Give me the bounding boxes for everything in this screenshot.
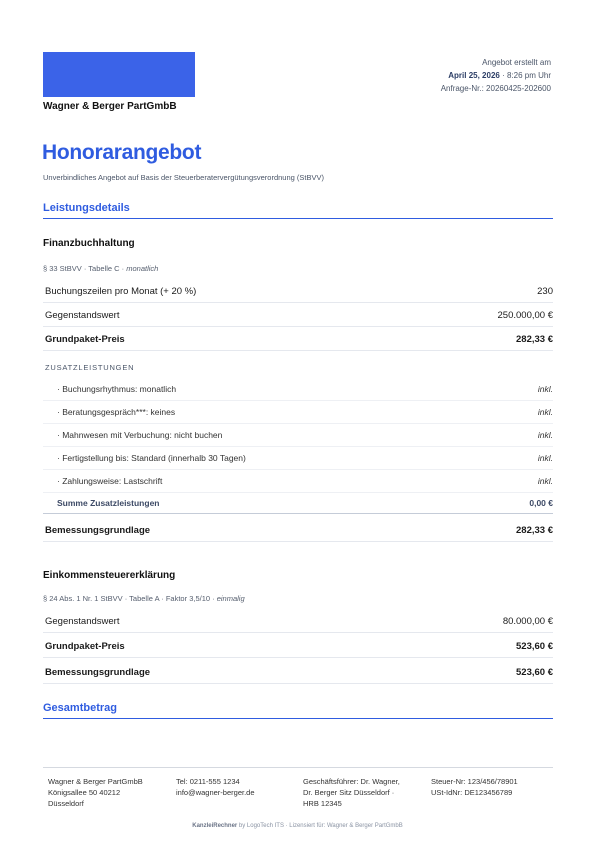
footer-line: info@wagner-berger.de: [176, 788, 255, 797]
footer-line: HRB 12345: [303, 799, 342, 808]
item-value: inkl.: [537, 407, 553, 417]
row-label: Grundpaket-Preis: [45, 641, 125, 652]
footer-col-management: [303, 776, 400, 809]
section-heading-details: Leistungsdetails: [43, 202, 553, 219]
list-item: [43, 378, 553, 401]
sum-value: 0,00 €: [529, 498, 553, 508]
row-label: Bemessungsgrundlage: [45, 525, 151, 536]
footer-line: Wagner & Berger PartGmbB: [48, 777, 143, 786]
group-sub-est-text: § 24 Abs. 1 Nr. 1 StBVV · Tabelle A · Faktor 3,5/10 ·: [43, 594, 217, 603]
footer-line: Geschäftsführer: Dr. Wagner,: [303, 777, 400, 786]
offer-datetime: [441, 69, 551, 82]
row-label: Gegenstandswert: [45, 310, 120, 321]
footer-line: Königsallee 50 40212: [48, 788, 121, 797]
list-item: [43, 401, 553, 424]
group-sub-fibu-text: § 33 StBVV · Tabelle C ·: [43, 264, 127, 273]
row-label: Bemessungsgrundlage: [45, 667, 151, 678]
footer-col-tax: [431, 776, 518, 798]
item-label: · Fertigstellung bis: Standard (innerhalb 30 Tagen): [57, 453, 246, 463]
group-title-est: Einkommensteuererklärung: [43, 570, 176, 581]
footer-col-contact: [176, 776, 255, 798]
company-logo: [43, 52, 195, 97]
table-row: [43, 635, 553, 658]
row-value: 230: [537, 286, 553, 297]
footer-line: Dr. Berger Sitz Düsseldorf ·: [303, 788, 395, 797]
row-value: 523,60 €: [516, 667, 553, 678]
footer-line: Steuer-Nr: 123/456/78901: [431, 777, 518, 786]
item-label: · Zahlungsweise: Lastschrift: [57, 476, 163, 486]
footer-line: Düsseldorf: [48, 799, 84, 808]
table-row: [43, 661, 553, 684]
sum-label: Summe Zusatzleistungen: [57, 498, 160, 508]
row-value: 282,33 €: [516, 525, 553, 536]
item-value: inkl.: [537, 476, 553, 486]
list-item: [43, 470, 553, 493]
footer-col-address: [48, 776, 143, 809]
page-title: Honorarangebot: [42, 141, 202, 164]
section-heading-total: Gesamtbetrag: [43, 702, 553, 719]
group-sub-fibu-period: monatlich: [126, 264, 159, 273]
table-row: [43, 304, 553, 327]
group-sub-est-period: einmalig: [216, 594, 245, 603]
list-item: [43, 447, 553, 470]
row-value: 250.000,00 €: [497, 310, 553, 321]
offer-meta: [441, 56, 551, 95]
group-sub-fibu: [43, 264, 158, 273]
table-row: [43, 328, 553, 351]
page-subtitle: Unverbindliches Angebot auf Basis der Steuerberatervergütungsverordnung (StBVV): [43, 173, 324, 182]
list-item: [43, 424, 553, 447]
table-row: [43, 610, 553, 633]
item-value: inkl.: [537, 453, 553, 463]
group-sub-est: [43, 594, 245, 603]
row-value: 282,33 €: [516, 334, 553, 345]
item-value: inkl.: [537, 384, 553, 394]
item-label: · Buchungsrhythmus: monatlich: [57, 384, 177, 394]
software-credit-text: by LogoTech ITS · Lizensiert für: Wagner & Berger PartGmbB: [237, 823, 403, 829]
offer-time: · 8:26 pm Uhr: [499, 71, 551, 80]
offer-date: April 25, 2026: [448, 71, 500, 80]
footer-line: USt-IdNr: DE123456789: [431, 788, 513, 797]
row-label: Grundpaket-Preis: [45, 334, 125, 345]
page-footer: [43, 767, 553, 808]
request-number: Anfrage-Nr.: 20260425-202600: [440, 84, 551, 93]
group-title-fibu: Finanzbuchhaltung: [43, 238, 135, 249]
software-brand: KanzleiRechner: [192, 823, 238, 829]
item-value: inkl.: [537, 430, 553, 440]
item-label: · Beratungsgespräch***: keines: [57, 407, 176, 417]
offer-created-label: Angebot erstellt am: [482, 58, 551, 67]
item-label: · Mahnwesen mit Verbuchung: nicht buchen: [57, 430, 223, 440]
footer-line: Tel: 0211-555 1234: [176, 777, 240, 786]
base-row: [43, 519, 553, 542]
company-name: Wagner & Berger PartGmbB: [43, 101, 177, 112]
row-label: Buchungszeilen pro Monat (+ 20 %): [45, 286, 197, 297]
row-value: 80.000,00 €: [502, 616, 553, 627]
row-label: Gegenstandswert: [45, 616, 120, 627]
software-credit: [0, 823, 595, 829]
extras-sum-row: [43, 493, 553, 514]
row-value: 523,60 €: [516, 641, 553, 652]
table-row: [43, 280, 553, 303]
extras-heading: ZUSATZLEISTUNGEN: [45, 363, 135, 372]
